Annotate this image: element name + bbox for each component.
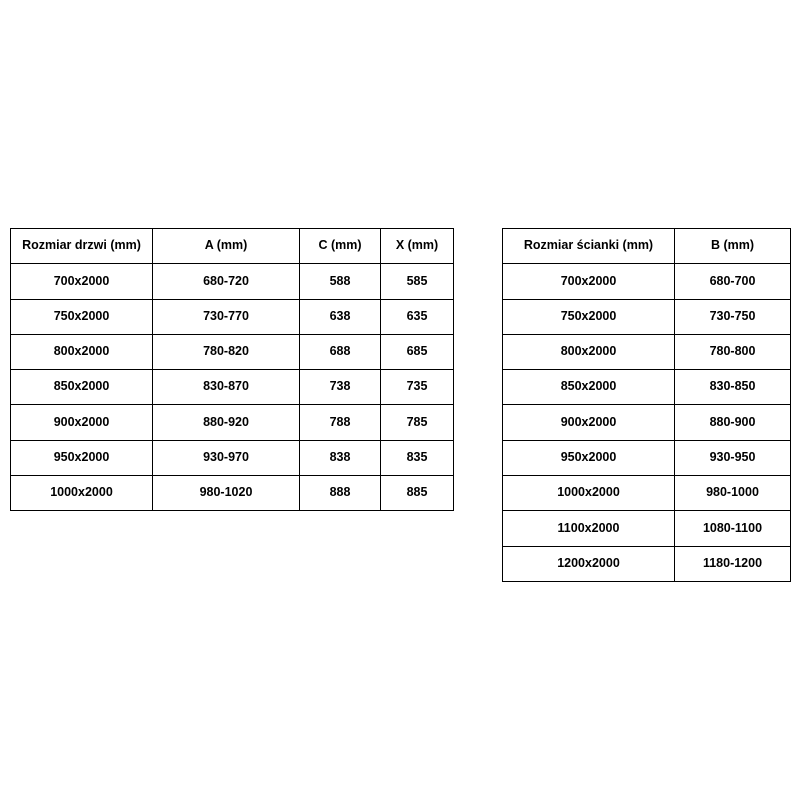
cell-a: 830-870 (153, 370, 300, 405)
table-row (503, 334, 791, 369)
cell-wall-size: 700x2000 (503, 264, 675, 299)
cell-x: 635 (381, 299, 454, 334)
cell-door-size: 900x2000 (11, 405, 153, 440)
cell-a: 680-720 (153, 264, 300, 299)
cell-b: 1180-1200 (675, 546, 791, 581)
cell-c: 888 (300, 476, 381, 511)
cell-b: 1080-1100 (675, 511, 791, 546)
cell-b: 930-950 (675, 440, 791, 475)
table-row (11, 370, 454, 405)
table-row (503, 299, 791, 334)
cell-wall-size: 1200x2000 (503, 546, 675, 581)
cell-a: 880-920 (153, 405, 300, 440)
cell-wall-size: 850x2000 (503, 370, 675, 405)
cell-x: 835 (381, 440, 454, 475)
table-row (503, 440, 791, 475)
cell-x: 885 (381, 476, 454, 511)
cell-b: 680-700 (675, 264, 791, 299)
cell-a: 780-820 (153, 334, 300, 369)
cell-c: 638 (300, 299, 381, 334)
cell-b: 780-800 (675, 334, 791, 369)
table-row (503, 511, 791, 546)
cell-door-size: 800x2000 (11, 334, 153, 369)
table-row (11, 440, 454, 475)
cell-door-size: 750x2000 (11, 299, 153, 334)
table-header-row (11, 229, 454, 264)
cell-wall-size: 900x2000 (503, 405, 675, 440)
table-row (11, 476, 454, 511)
wall-dimensions-table-container (502, 228, 791, 582)
cell-b: 980-1000 (675, 476, 791, 511)
cell-b: 830-850 (675, 370, 791, 405)
table-row (503, 546, 791, 581)
cell-x: 685 (381, 334, 454, 369)
cell-door-size: 950x2000 (11, 440, 153, 475)
cell-door-size: 700x2000 (11, 264, 153, 299)
table-header-row (503, 229, 791, 264)
doors-dimensions-table (10, 228, 454, 511)
table-row (11, 299, 454, 334)
column-header-wall-size: Rozmiar ścianki (mm) (503, 229, 675, 264)
cell-x: 585 (381, 264, 454, 299)
table-row (503, 370, 791, 405)
cell-x: 735 (381, 370, 454, 405)
cell-door-size: 1000x2000 (11, 476, 153, 511)
column-header-a: A (mm) (153, 229, 300, 264)
cell-c: 788 (300, 405, 381, 440)
table-row (503, 405, 791, 440)
cell-wall-size: 950x2000 (503, 440, 675, 475)
cell-wall-size: 800x2000 (503, 334, 675, 369)
cell-c: 838 (300, 440, 381, 475)
table-row (11, 264, 454, 299)
cell-a: 930-970 (153, 440, 300, 475)
cell-wall-size: 750x2000 (503, 299, 675, 334)
cell-x: 785 (381, 405, 454, 440)
table-row (503, 264, 791, 299)
column-header-x: X (mm) (381, 229, 454, 264)
cell-wall-size: 1000x2000 (503, 476, 675, 511)
column-header-b: B (mm) (675, 229, 791, 264)
table-row (503, 476, 791, 511)
cell-wall-size: 1100x2000 (503, 511, 675, 546)
cell-c: 738 (300, 370, 381, 405)
table-row (11, 334, 454, 369)
cell-a: 980-1020 (153, 476, 300, 511)
doors-dimensions-table-container (10, 228, 454, 511)
column-header-c: C (mm) (300, 229, 381, 264)
wall-dimensions-table (502, 228, 791, 582)
table-row (11, 405, 454, 440)
cell-b: 730-750 (675, 299, 791, 334)
cell-c: 688 (300, 334, 381, 369)
cell-b: 880-900 (675, 405, 791, 440)
cell-door-size: 850x2000 (11, 370, 153, 405)
cell-a: 730-770 (153, 299, 300, 334)
column-header-door-size: Rozmiar drzwi (mm) (11, 229, 153, 264)
cell-c: 588 (300, 264, 381, 299)
